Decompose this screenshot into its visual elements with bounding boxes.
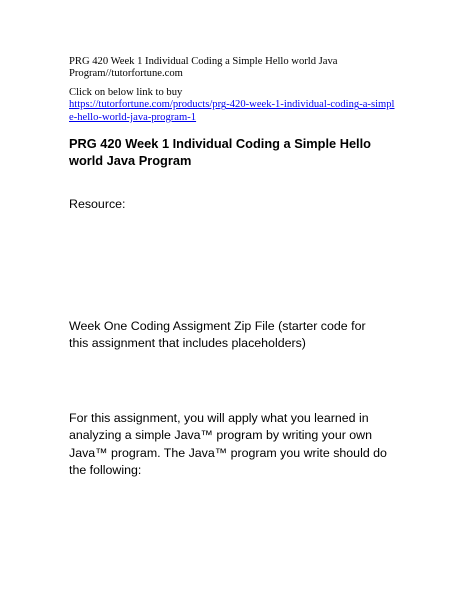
header-title: PRG 420 Week 1 Individual Coding a Simple Hello world Java Program//tutorfortune.com [69, 56, 338, 80]
buy-link[interactable]: https://tutorfortune.com/products/prg-420-week-1-individual-coding-a-simple-hello-world-java-program-1 [69, 99, 395, 123]
paragraph-resource: Resource: [69, 197, 126, 211]
buy-section [69, 87, 399, 124]
paragraph-assignment: For this assignment, you will apply what you learned in analyzing a simple Java™ program by writing your own Java™ program. The Java™ program you write should do the following: [69, 411, 387, 478]
paragraph-zip-file: Week One Coding Assigment Zip File (starter code for this assignment that includes placeholders) [69, 319, 366, 351]
buy-label: Click on below link to buy [69, 87, 183, 98]
document-title: PRG 420 Week 1 Individual Coding a Simple Hello world Java Program [69, 136, 371, 168]
